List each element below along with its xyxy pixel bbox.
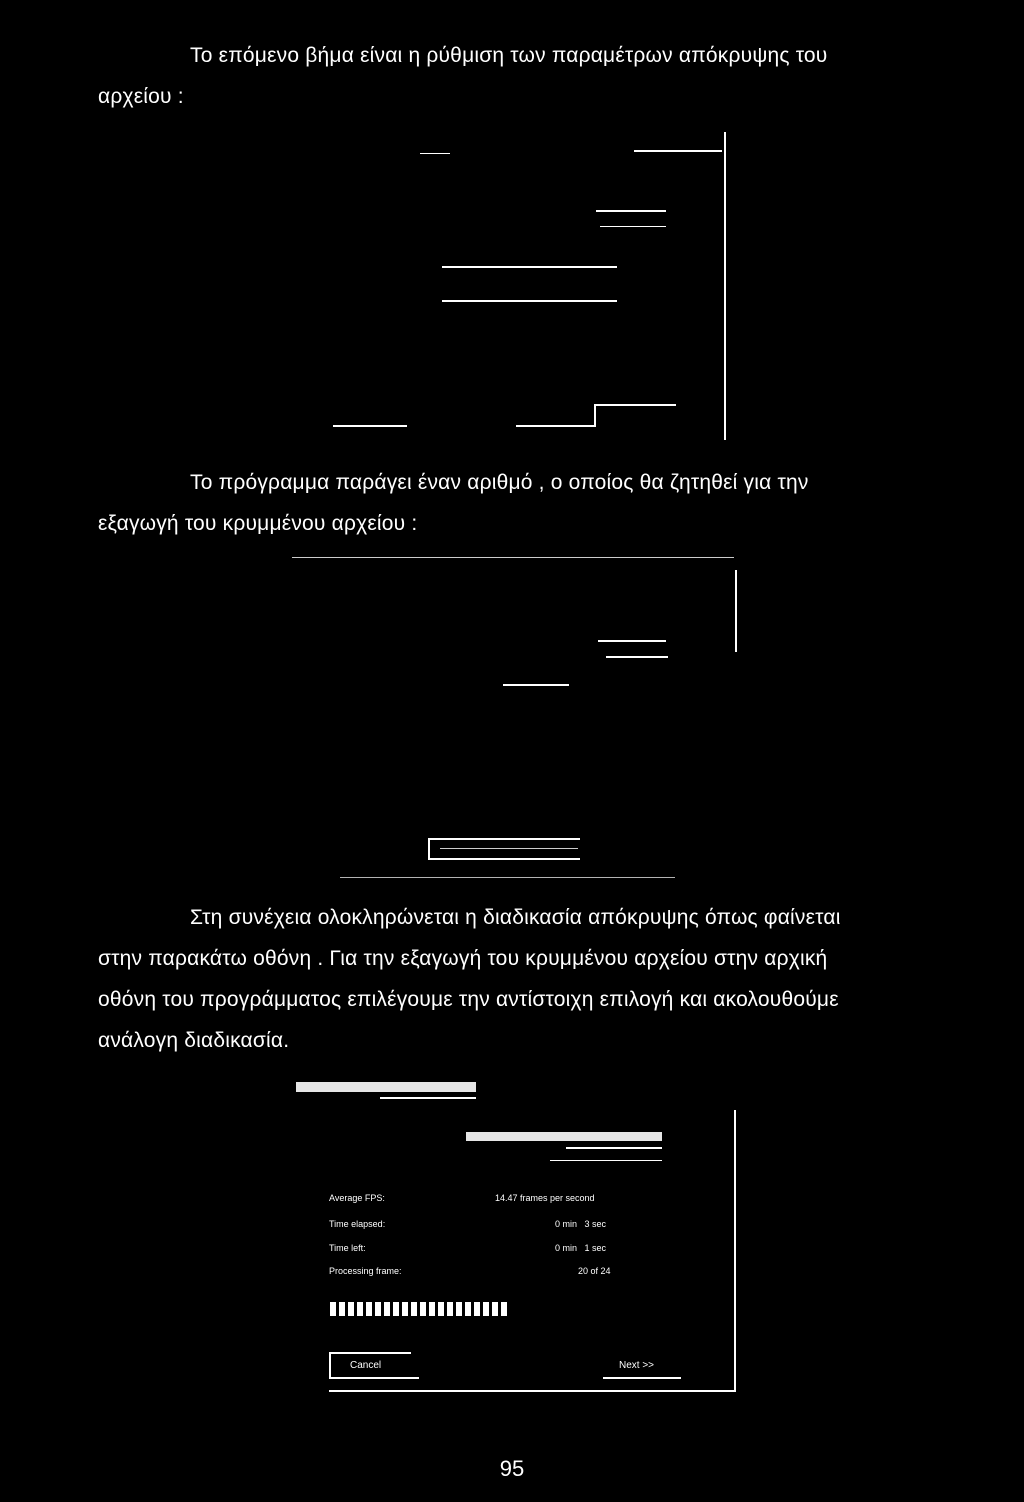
screenshot-edge <box>442 300 617 302</box>
screenshot-edge <box>420 153 450 154</box>
progress-block <box>465 1302 471 1316</box>
stat-label-elapsed: Time elapsed: <box>329 1219 386 1229</box>
screenshot-edge <box>516 425 596 427</box>
screenshot-edge <box>503 684 569 686</box>
screenshot-edge <box>566 1147 662 1149</box>
stat-value-elapsed: 0 min 3 sec <box>555 1219 607 1229</box>
progress-block <box>357 1302 363 1316</box>
stat-value-left: 0 min 1 sec <box>555 1243 607 1253</box>
screenshot-edge <box>380 1097 476 1099</box>
screenshot-edge <box>440 848 578 849</box>
screenshot-edge <box>598 640 666 642</box>
progress-block <box>339 1302 345 1316</box>
dialog-title-remnant <box>296 1082 476 1092</box>
stat-value-fps: 14.47 frames per second <box>495 1193 595 1203</box>
progress-block <box>429 1302 435 1316</box>
screenshot-field-outline <box>428 838 580 860</box>
screenshot-border <box>724 132 726 440</box>
progress-block <box>384 1302 390 1316</box>
paragraph-1-line-1: Το επόμενο βήμα είναι η ρύθμιση των παραμέτρων απόκρυψης του <box>190 44 828 67</box>
progress-bar <box>330 1302 507 1316</box>
screenshot-edge <box>600 226 666 227</box>
progress-block <box>411 1302 417 1316</box>
paragraph-2-line-2: εξαγωγή του κρυμμένου αρχείου : <box>98 512 418 535</box>
screenshot-edge <box>329 1377 419 1379</box>
screenshot-edge <box>550 1160 662 1161</box>
dialog-border <box>734 1110 736 1392</box>
progress-block <box>375 1302 381 1316</box>
paragraph-1 <box>98 35 928 117</box>
progress-block <box>474 1302 480 1316</box>
progress-block <box>393 1302 399 1316</box>
progress-block <box>438 1302 444 1316</box>
page-number: 95 <box>499 1456 525 1481</box>
progress-block <box>330 1302 336 1316</box>
screenshot-edge <box>603 1377 681 1379</box>
progress-block <box>456 1302 462 1316</box>
paragraph-1-line-2: αρχείου : <box>98 85 184 108</box>
stat-label-fps: Average FPS: <box>329 1193 385 1203</box>
progress-block <box>366 1302 372 1316</box>
paragraph-2-line-1: Το πρόγραμμα παράγει έναν αριθμό , ο οποίος θα ζητηθεί για την <box>190 471 809 494</box>
paragraph-3-line-2: στην παρακάτω οθόνη . Για την εξαγωγή του κρυμμένου αρχείου στην αρχική <box>98 947 828 970</box>
paragraph-3-line-1: Στη συνέχεια ολοκληρώνεται η διαδικασία απόκρυψης όπως φαίνεται <box>190 906 841 929</box>
paragraph-3 <box>98 897 928 1061</box>
progress-block <box>501 1302 507 1316</box>
dialog-bottom-border <box>329 1390 735 1392</box>
progress-block <box>420 1302 426 1316</box>
stat-label-frame: Processing frame: <box>329 1266 402 1276</box>
paragraph-3-line-4: ανάλογη διαδικασία. <box>98 1029 290 1052</box>
progress-block <box>492 1302 498 1316</box>
screenshot-edge <box>333 425 407 427</box>
screenshot-edge <box>596 210 666 212</box>
progress-block <box>483 1302 489 1316</box>
next-button[interactable]: Next >> <box>619 1360 655 1371</box>
screenshot-border <box>735 570 737 652</box>
progress-block <box>447 1302 453 1316</box>
paragraph-2 <box>98 462 928 544</box>
screenshot-edge <box>606 656 668 658</box>
progress-block <box>402 1302 408 1316</box>
screenshot-edge <box>634 150 722 152</box>
screenshot-edge <box>340 877 675 878</box>
progress-block <box>348 1302 354 1316</box>
cancel-button-label: Cancel <box>350 1360 382 1371</box>
screenshot-edge <box>442 266 617 268</box>
dialog-header-remnant <box>466 1132 662 1141</box>
stat-value-frame: 20 of 24 <box>578 1266 611 1276</box>
paragraph-3-line-3: οθόνη του προγράμματος επιλέγουμε την αντίστοιχη επιλογή και ακολουθούμε <box>98 988 839 1011</box>
stat-label-left: Time left: <box>329 1243 366 1253</box>
screenshot-edge <box>292 557 734 558</box>
screenshot-button-outline <box>594 404 676 427</box>
